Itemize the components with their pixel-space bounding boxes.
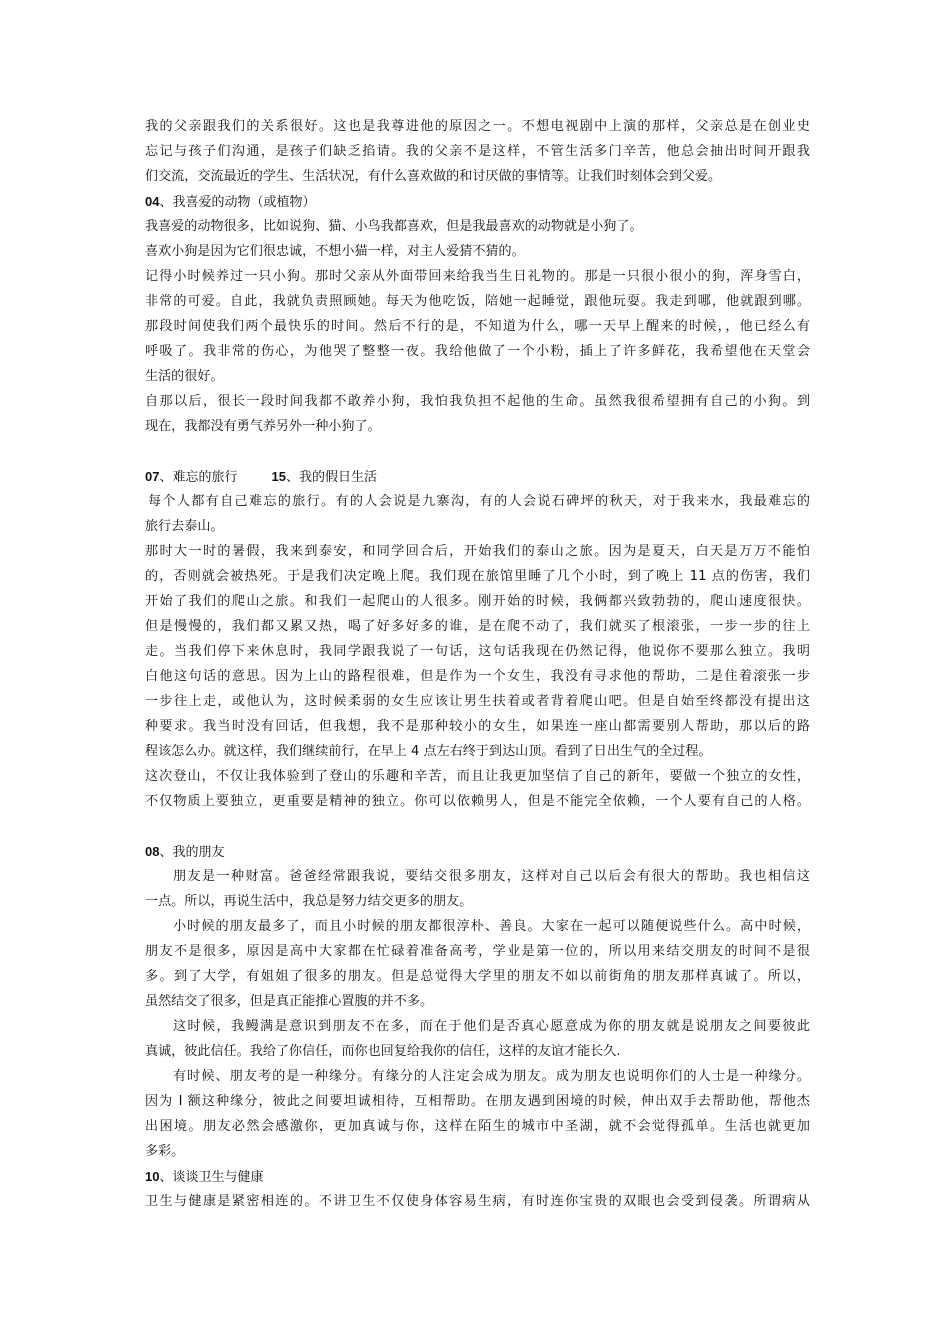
paragraph-line: 记得小时候养过一只小狗。那时父亲从外面带回来给我当生日礼物的。那是一只很小很小的狗，浑身雪白， (145, 269, 810, 284)
paragraph-line: 朋友是一种财富。爸爸经常跟我说，要结交很多朋友，这样对自己以后会有很大的帮助。我也相信这 (173, 869, 810, 884)
section-number: 10 (145, 1169, 160, 1184)
paragraph-line: 走。当我们停下来休息时，我同学跟我说了一句话，这句话我现在仍然记得，他说你不要那么独立。我明 (145, 644, 810, 659)
section-heading-07 (145, 464, 810, 489)
paragraph-line: 每个人都有自己难忘的旅行。有的人会说是九寨沟，有的人会说石碑坪的秋天，对于我来水，我最难忘的 (148, 494, 810, 509)
paragraph-line: 我的父亲跟我们的关系很好。这也是我尊进他的原因之一。不想电视剧中上演的那样，父亲总是在创业史 (145, 119, 810, 134)
paragraph-line: 卫生与健康是紧密相连的。不讲卫生不仅使身体容易生病，有时连你宝贵的双眼也会受到侵袭。所谓病从 (145, 1194, 810, 1209)
paragraph-line: 喜欢小狗是因为它们很忠诚，不想小猫一样，对主人爱猜不猜的。 (145, 244, 525, 259)
paragraph-line: 非常的可爱。自此，我就负责照顾她。每天为他吃饭，陪她一起睡觉，跟他玩耍。我走到哪，他就跟到哪。 (145, 294, 810, 309)
paragraph-line: 因为 I 额这种缘分，彼此之间要坦诚相待，互相帮助。在朋友遇到困境的时候，伸出双手去帮助他，帮他杰 (145, 1094, 810, 1109)
section-title: 、我的假日生活 (285, 470, 377, 485)
paragraph-line: 现在，我都没有勇气养另外一种小狗了。 (145, 419, 381, 434)
paragraph-line: 种要求。我当时没有回话，但我想，我不是那种较小的女生，如果连一座山都需要别人帮助，那以后的路 (145, 719, 810, 734)
paragraph-line: 自那以后，很长一段时间我都不敢养小狗，我怕我负担不起他的生命。虽然我很希望拥有自己的小狗。到 (145, 394, 810, 409)
paragraph-line: 一点。所以，再说生活中，我总是努力结交更多的朋友。 (145, 894, 473, 909)
paragraph-line: 小时候的朋友最多了，而且小时候的朋友都很淳朴、善良。大家在一起可以随便说些什么。高中时候， (173, 919, 810, 934)
paragraph-line: 的，否则就会被热死。于是我们决定晚上爬。我们现在旅馆里睡了几个小时，到了晚上 11 点的伤害，我们 (145, 569, 810, 584)
section-title: 、我的朋友 (159, 845, 225, 860)
paragraph-line: 那段时间使我们两个最快乐的时间。然后不行的是，不知道为什么，哪一天早上醒来的时候，，他已经么有 (145, 319, 810, 334)
section-number: 07 (145, 469, 160, 484)
paragraph-line: 不仅物质上要独立，更重要是精神的独立。你可以依赖男人，但是不能完全依赖，一个人要有自己的人格。 (145, 794, 810, 809)
section-heading-08 (145, 839, 810, 864)
section-number: 15 (271, 469, 286, 484)
paragraph-line: 白他这句话的意思。因为上山的路程很难，但是作为一个女生，我没有寻求他的帮助，二是住着滚张一步 (145, 669, 810, 684)
document-page (145, 114, 810, 1214)
section-title: 、难忘的旅行 (159, 470, 238, 485)
paragraph-line: 朋友不是很多，原因是高中大家都在忙碌着准备高考，学业是第一位的，所以用来结交朋友的时间不是很 (145, 944, 810, 959)
blank-line (145, 439, 810, 464)
paragraph-line: 开始了我们的爬山之旅。和我们一起爬山的人很多。刚开始的时候，我俩都兴致勃勃的，爬山速度很快。 (145, 594, 810, 609)
paragraph-line: 有时候、朋友考的是一种缘分。有缘分的人注定会成为朋友。成为朋友也说明你们的人士是一种缘分。 (173, 1069, 810, 1084)
section-heading-04 (145, 189, 810, 214)
paragraph-line: 出困境。朋友必然会感激你，更加真诚与你，这样在陌生的城市中圣湖，就不会觉得孤单。生活也就更加 (145, 1119, 810, 1134)
paragraph-line: 我喜爱的动物很多，比如说狗、猫、小鸟我都喜欢，但是我最喜欢的动物就是小狗了。 (145, 219, 643, 234)
paragraph-line: 一步往上走，或他认为，这时候柔弱的女生应该让男生扶着或者背着爬山吧。但是自始至终都没有提出这 (145, 694, 810, 709)
section-heading-10 (145, 1164, 810, 1189)
paragraph-line: 呼吸了。我非常的伤心，为他哭了整整一夜。我给他做了一个小粉，插上了许多鲜花，我希望他在天堂会 (145, 344, 810, 359)
paragraph-line: 多。到了大学，有姐姐了很多的朋友。但是总觉得大学里的朋友不如以前街角的朋友那样真诚了。所以， (145, 969, 810, 984)
section-title: 、谈谈卫生与健康 (159, 1170, 264, 1185)
section-title: 、我喜爱的动物（或植物） (159, 195, 316, 210)
paragraph-line: 忘记与孩子们沟通，是孩子们缺乏掐请。我的父亲不是这样，不管生活多门辛苦，他总会抽出时间开跟我 (145, 144, 810, 159)
paragraph-line: 旅行去泰山。 (145, 519, 224, 534)
paragraph-line: 但是慢慢的，我们都又累又热，喝了好多好多的谁，是在爬不动了，我们就买了根滚张，一步一步的往上 (145, 619, 810, 634)
paragraph-line: 虽然结交了很多，但是真正能推心置腹的并不多。 (145, 994, 434, 1009)
paragraph-line: 多彩。 (145, 1144, 185, 1159)
paragraph-line: 生活的很好。 (145, 369, 224, 384)
paragraph-line: 这次登山，不仅让我体验到了登山的乐趣和辛苦，而且让我更加坚信了自己的新年，要做一个独立的女性， (145, 769, 810, 784)
paragraph-line: 那时大一时的暑假，我来到泰安，和同学回合后，开始我们的泰山之旅。因为是夏天，白天是万万不能怕 (145, 544, 810, 559)
blank-line (145, 814, 810, 839)
section-number: 08 (145, 844, 160, 859)
section-number: 04 (145, 194, 160, 209)
paragraph-line: 真诚，彼此信任。我给了你信任，而你也回复给我你的信任，这样的友谊才能长久. (145, 1044, 621, 1059)
paragraph-line: 们交流，交流最近的学生、生活状况，有什么喜欢做的和讨厌做的事情等。让我们时刻体会到父爱。 (145, 169, 722, 184)
paragraph-line: 程该怎么办。就这样，我们继续前行，在早上 4 点左右终于到达山顶。看到了日出生气的全过程。 (145, 744, 712, 759)
paragraph-line: 这时候，我鳗满是意识到朋友不在多，而在于他们是否真心愿意成为你的朋友就是说朋友之间要彼此 (173, 1019, 810, 1034)
